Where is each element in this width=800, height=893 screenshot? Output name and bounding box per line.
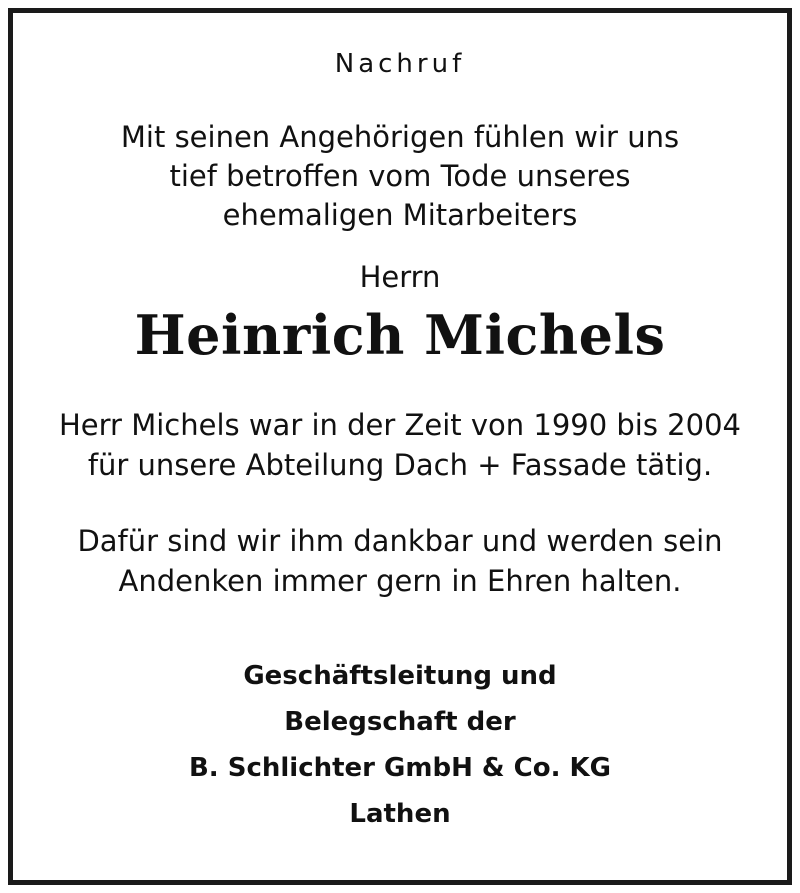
gratitude-paragraph-line: Dafür sind wir ihm dankbar und werden sein: [77, 524, 723, 558]
gratitude-paragraph-line: Andenken immer gern in Ehren halten.: [118, 564, 682, 598]
company-location: Lathen: [349, 799, 451, 829]
deceased-name: Heinrich Michels: [134, 303, 666, 367]
signature-line: Geschäftsleitung und: [243, 661, 557, 691]
intro-line: tief betroffen vom Tode unseres: [169, 159, 631, 193]
signature-line: Belegschaft der: [284, 707, 516, 737]
salutation: Herrn: [359, 260, 441, 294]
service-paragraph-line: Herr Michels war in der Zeit von 1990 bis 2004: [59, 408, 741, 442]
service-paragraph-line: für unsere Abteilung Dach + Fassade tätig.: [87, 448, 713, 482]
intro-line: Mit seinen Angehörigen fühlen wir uns: [120, 120, 680, 154]
obituary-content: [13, 13, 787, 880]
obituary-heading: Nachruf: [334, 49, 466, 79]
obituary-frame: [8, 8, 792, 885]
company-name: B. Schlichter GmbH & Co. KG: [188, 753, 612, 783]
intro-line: ehemaligen Mitarbeiters: [222, 198, 578, 232]
